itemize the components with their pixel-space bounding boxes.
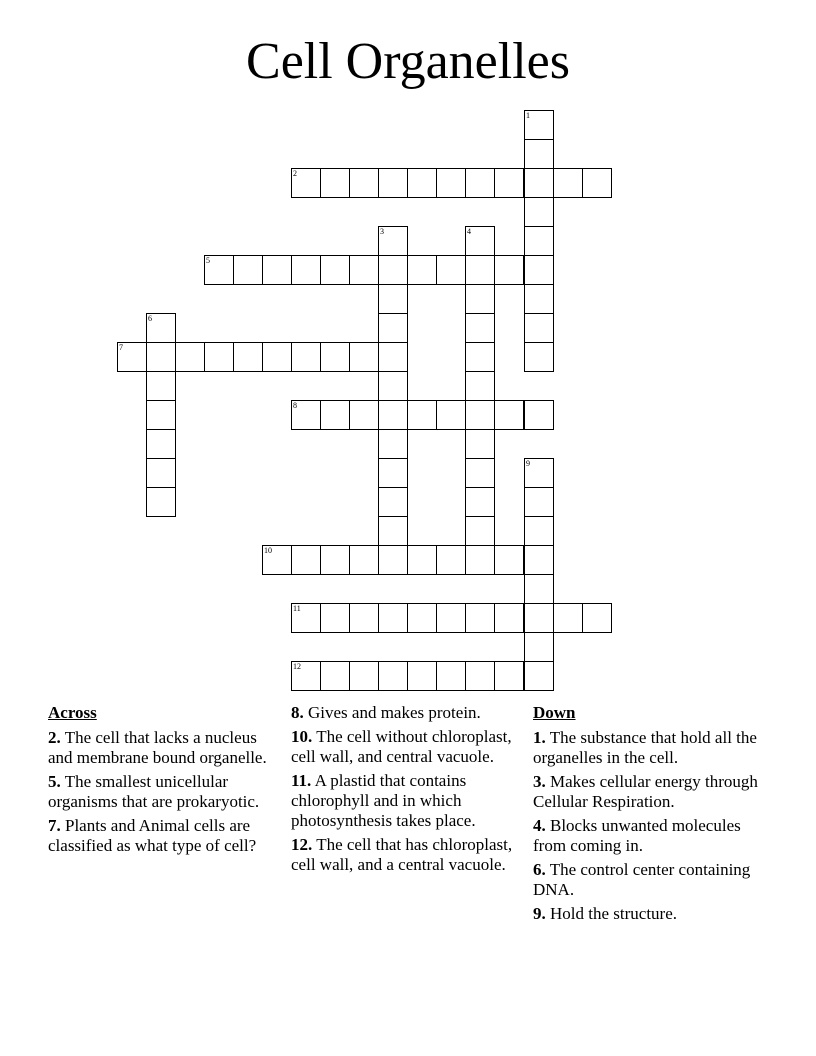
clue-text: The control center containing DNA. xyxy=(533,860,751,899)
grid-cell[interactable] xyxy=(291,255,321,285)
grid-cell[interactable] xyxy=(320,661,350,691)
clue-number-label: 7 xyxy=(119,343,123,352)
grid-cell[interactable] xyxy=(320,255,350,285)
grid-cell[interactable] xyxy=(465,661,495,691)
grid-cell[interactable] xyxy=(494,400,524,430)
grid-cell[interactable] xyxy=(465,400,495,430)
clue-number: 11. xyxy=(291,771,312,790)
grid-cell[interactable] xyxy=(146,342,176,372)
grid-cell[interactable] xyxy=(378,400,408,430)
grid-cell[interactable] xyxy=(494,545,524,575)
grid-cell[interactable] xyxy=(378,516,408,546)
clue-text: The cell without chloroplast, cell wall, and central vacuole. xyxy=(291,727,512,766)
clue-item xyxy=(533,728,773,768)
grid-cell[interactable] xyxy=(524,661,554,691)
grid-cell[interactable] xyxy=(524,400,554,430)
grid-cell[interactable] xyxy=(291,545,321,575)
clue-number: 1. xyxy=(533,728,546,747)
grid-cell[interactable] xyxy=(378,603,408,633)
grid-cell[interactable] xyxy=(146,487,176,517)
grid-cell[interactable] xyxy=(291,342,321,372)
clue-text: The smallest unicellular organisms that are prokaryotic. xyxy=(48,772,260,811)
page-title: Cell Organelles xyxy=(246,33,570,90)
grid-cell[interactable] xyxy=(378,342,408,372)
grid-cell[interactable] xyxy=(378,429,408,459)
grid-cell[interactable] xyxy=(524,313,554,343)
clue-number: 2. xyxy=(48,728,61,747)
clue-item xyxy=(533,860,773,900)
grid-cell[interactable] xyxy=(146,400,176,430)
clue-item xyxy=(291,835,523,875)
grid-cell[interactable] xyxy=(436,603,466,633)
grid-cell[interactable] xyxy=(524,168,554,198)
grid-cell[interactable] xyxy=(524,284,554,314)
grid-cell[interactable] xyxy=(436,545,466,575)
grid-cell[interactable] xyxy=(524,574,554,604)
grid-cell-7[interactable] xyxy=(117,342,147,372)
across-clues-continued-column xyxy=(291,703,523,879)
grid-cell[interactable] xyxy=(349,400,379,430)
grid-cell[interactable] xyxy=(524,487,554,517)
grid-cell[interactable] xyxy=(436,661,466,691)
clue-number: 4. xyxy=(533,816,546,835)
grid-cell[interactable] xyxy=(407,661,437,691)
clue-number-label: 11 xyxy=(293,604,301,613)
grid-cell[interactable] xyxy=(407,168,437,198)
grid-cell[interactable] xyxy=(320,545,350,575)
grid-cell[interactable] xyxy=(465,284,495,314)
clue-number-label: 4 xyxy=(467,227,471,236)
clue-text: Gives and makes protein. xyxy=(303,703,481,722)
clue-text: The substance that hold all the organelles in the cell. xyxy=(533,728,757,767)
grid-cell[interactable] xyxy=(407,400,437,430)
grid-cell[interactable] xyxy=(494,661,524,691)
grid-cell[interactable] xyxy=(494,168,524,198)
grid-cell[interactable] xyxy=(349,168,379,198)
grid-cell[interactable] xyxy=(378,168,408,198)
grid-cell[interactable] xyxy=(146,371,176,401)
grid-cell[interactable] xyxy=(465,313,495,343)
grid-cell[interactable] xyxy=(378,284,408,314)
grid-cell[interactable] xyxy=(378,313,408,343)
grid-cell-2[interactable] xyxy=(291,168,321,198)
grid-cell-1[interactable] xyxy=(524,110,554,140)
grid-cell[interactable] xyxy=(465,168,495,198)
grid-cell-5[interactable] xyxy=(204,255,234,285)
clue-item xyxy=(48,772,278,812)
grid-cell[interactable] xyxy=(407,603,437,633)
grid-cell[interactable] xyxy=(378,661,408,691)
clue-text: Hold the structure. xyxy=(545,904,677,923)
clue-item xyxy=(533,772,773,812)
clue-number-label: 5 xyxy=(206,256,210,265)
grid-cell[interactable] xyxy=(146,429,176,459)
grid-cell[interactable] xyxy=(465,429,495,459)
grid-cell[interactable] xyxy=(233,255,263,285)
clue-item xyxy=(533,904,773,924)
grid-cell[interactable] xyxy=(378,545,408,575)
grid-cell-10[interactable] xyxy=(262,545,292,575)
grid-cell[interactable] xyxy=(465,603,495,633)
grid-cell[interactable] xyxy=(524,603,554,633)
grid-cell-9[interactable] xyxy=(524,458,554,488)
grid-cell[interactable] xyxy=(378,371,408,401)
grid-cell[interactable] xyxy=(553,603,583,633)
grid-cell[interactable] xyxy=(494,603,524,633)
clue-number: 10. xyxy=(291,727,313,746)
grid-cell-11[interactable] xyxy=(291,603,321,633)
grid-cell[interactable] xyxy=(349,603,379,633)
grid-cell[interactable] xyxy=(320,603,350,633)
grid-cell[interactable] xyxy=(349,545,379,575)
grid-cell[interactable] xyxy=(233,342,263,372)
grid-cell[interactable] xyxy=(524,545,554,575)
grid-cell[interactable] xyxy=(524,255,554,285)
down-clues-column xyxy=(533,703,773,928)
down-heading: Down xyxy=(533,703,576,722)
clue-number-label: 1 xyxy=(526,111,530,120)
grid-cell[interactable] xyxy=(582,168,612,198)
grid-cell[interactable] xyxy=(349,342,379,372)
grid-cell[interactable] xyxy=(175,342,205,372)
grid-cell[interactable] xyxy=(378,458,408,488)
grid-cell[interactable] xyxy=(320,168,350,198)
grid-cell[interactable] xyxy=(524,139,554,169)
clue-number: 5. xyxy=(48,772,61,791)
clue-text: A plastid that contains chlorophyll and in which photosynthesis takes place. xyxy=(291,771,476,830)
clue-number: 7. xyxy=(48,816,61,835)
clue-item xyxy=(533,816,773,856)
grid-cell[interactable] xyxy=(465,458,495,488)
clue-text: Makes cellular energy through Cellular Respiration. xyxy=(533,772,758,811)
grid-cell[interactable] xyxy=(494,255,524,285)
clue-text: The cell that has chloroplast, cell wall, and a central vacuole. xyxy=(291,835,513,874)
grid-cell[interactable] xyxy=(320,400,350,430)
clue-text: Plants and Animal cells are classified as what type of cell? xyxy=(48,816,257,855)
grid-cell-8[interactable] xyxy=(291,400,321,430)
grid-cell[interactable] xyxy=(436,168,466,198)
grid-cell[interactable] xyxy=(553,168,583,198)
clue-number-label: 8 xyxy=(293,401,297,410)
grid-cell[interactable] xyxy=(524,197,554,227)
grid-cell[interactable] xyxy=(407,545,437,575)
clue-number: 9. xyxy=(533,904,546,923)
grid-cell-12[interactable] xyxy=(291,661,321,691)
grid-cell[interactable] xyxy=(204,342,234,372)
clue-number-label: 9 xyxy=(526,459,530,468)
across-heading: Across xyxy=(48,703,97,722)
clue-item xyxy=(291,771,523,831)
grid-cell[interactable] xyxy=(378,487,408,517)
grid-cell[interactable] xyxy=(465,487,495,517)
clue-number-label: 3 xyxy=(380,227,384,236)
clue-text: Blocks unwanted molecules from coming in. xyxy=(533,816,741,855)
grid-cell[interactable] xyxy=(320,342,350,372)
grid-cell[interactable] xyxy=(524,516,554,546)
grid-cell-4[interactable] xyxy=(465,226,495,256)
clue-item xyxy=(291,727,523,767)
clue-number: 8. xyxy=(291,703,304,722)
grid-cell[interactable] xyxy=(465,371,495,401)
clue-number: 6. xyxy=(533,860,546,879)
grid-cell[interactable] xyxy=(407,255,437,285)
clue-number-label: 10 xyxy=(264,546,272,555)
clue-number-label: 6 xyxy=(148,314,152,323)
clue-number-label: 12 xyxy=(293,662,301,671)
grid-cell[interactable] xyxy=(262,255,292,285)
grid-cell[interactable] xyxy=(262,342,292,372)
grid-cell[interactable] xyxy=(349,661,379,691)
clue-number-label: 2 xyxy=(293,169,297,178)
grid-cell[interactable] xyxy=(524,226,554,256)
grid-cell[interactable] xyxy=(524,632,554,662)
clue-number: 3. xyxy=(533,772,546,791)
clue-item xyxy=(48,728,278,768)
clue-item xyxy=(291,703,523,723)
clue-item xyxy=(48,816,278,856)
clue-text: The cell that lacks a nucleus and membrane bound organelle. xyxy=(48,728,267,767)
grid-cell[interactable] xyxy=(146,458,176,488)
grid-cell[interactable] xyxy=(465,516,495,546)
grid-cell[interactable] xyxy=(465,342,495,372)
grid-cell[interactable] xyxy=(349,255,379,285)
across-clues-column xyxy=(48,703,278,860)
grid-cell[interactable] xyxy=(378,255,408,285)
clue-number: 12. xyxy=(291,835,313,854)
grid-cell-6[interactable] xyxy=(146,313,176,343)
grid-cell[interactable] xyxy=(465,255,495,285)
grid-cell[interactable] xyxy=(436,255,466,285)
grid-cell-3[interactable] xyxy=(378,226,408,256)
grid-cell[interactable] xyxy=(465,545,495,575)
grid-cell[interactable] xyxy=(436,400,466,430)
grid-cell[interactable] xyxy=(582,603,612,633)
grid-cell[interactable] xyxy=(524,342,554,372)
